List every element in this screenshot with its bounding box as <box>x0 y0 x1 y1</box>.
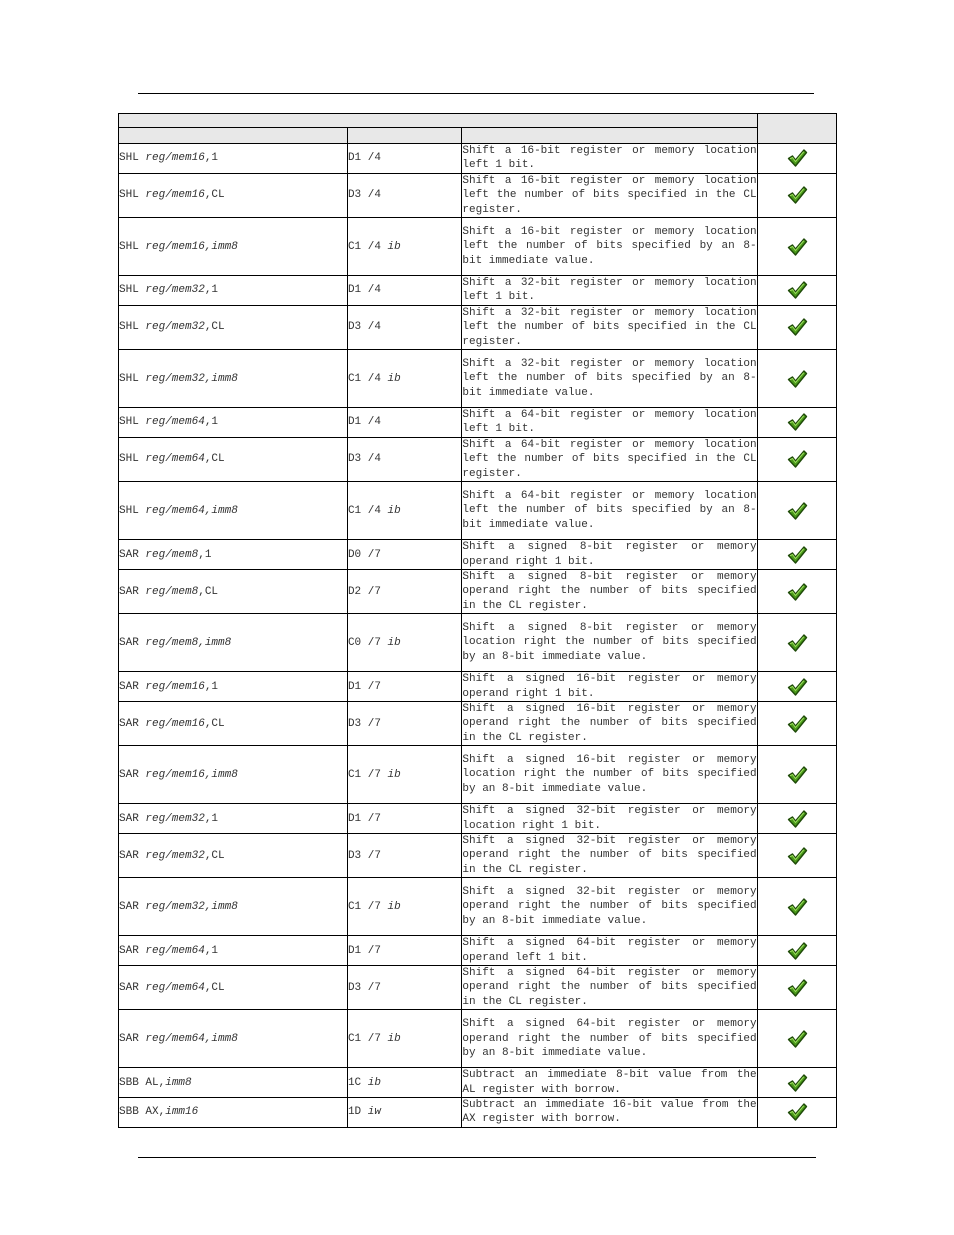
opcode-text: D2 /7 <box>347 585 381 598</box>
description-cell: Shift a 16-bit register or memory location left the number of bits specified by an 8-bit immediate value. <box>462 218 757 276</box>
mnemonic-cell <box>119 144 348 174</box>
description-cell: Shift a 32-bit register or memory location left the number of bits specified in the CL register. <box>462 306 757 348</box>
support-cell <box>757 437 836 481</box>
description-cell: Shift a 16-bit register or memory location left the number of bits specified in the CL register. <box>462 174 757 216</box>
mnemonic-column-header <box>119 128 348 144</box>
opcode-text: D1 /4 <box>347 416 381 429</box>
opcode-text: C1 /4 <box>347 504 388 517</box>
table-row <box>119 408 837 438</box>
checkmark-icon <box>786 809 808 829</box>
table-row <box>119 482 837 540</box>
mnemonic-text: SHL <box>119 152 146 165</box>
mnemonic-text: SAR <box>119 548 146 561</box>
opcode-text: 1C <box>347 1076 368 1089</box>
checkmark-icon <box>786 1029 808 1049</box>
table-header-band <box>119 114 758 128</box>
opcode-cell <box>347 173 461 217</box>
checkmark-icon <box>786 1102 808 1122</box>
opcode-cell <box>347 878 461 936</box>
description-cell: Shift a signed 64-bit register or memory operand right the number of bits specified in the CL register. <box>462 967 757 1008</box>
mnemonic-cell <box>119 218 348 276</box>
opcode-text: D1 /4 <box>347 152 381 165</box>
mnemonic-cell <box>119 1068 348 1098</box>
operand-suffix: ,CL <box>204 849 225 862</box>
checkmark-icon <box>786 582 808 602</box>
support-cell <box>757 804 836 834</box>
support-cell <box>757 144 836 174</box>
mnemonic-cell <box>119 350 348 408</box>
description-cell: Shift a signed 8-bit register or memory operand right 1 bit. <box>462 541 757 568</box>
mnemonic-cell <box>119 936 348 966</box>
opcode-suffix: ib <box>387 768 401 781</box>
operand-text: reg/mem32 <box>145 284 205 297</box>
mnemonic-cell <box>119 569 348 613</box>
opcode-text: D3 /7 <box>347 849 381 862</box>
description-cell: Shift a 32-bit register or memory location left the number of bits specified by an 8-bit immediate value. <box>462 350 757 408</box>
mnemonic-text: SAR <box>119 680 146 693</box>
operand-text: reg/mem64,imm8 <box>145 504 238 517</box>
support-cell <box>757 936 836 966</box>
operand-suffix: ,1 <box>198 548 212 561</box>
checkmark-icon <box>786 714 808 734</box>
operand-text: reg/mem32 <box>145 812 205 825</box>
table-header-row <box>119 114 837 128</box>
operand-text: reg/mem16,imm8 <box>145 768 238 781</box>
checkmark-icon <box>786 677 808 697</box>
opcode-cell <box>347 966 461 1010</box>
opcode-text: D3 /4 <box>347 453 381 466</box>
support-column-header <box>757 114 836 144</box>
operand-text: reg/mem64 <box>145 981 205 994</box>
opcode-suffix: ib <box>387 240 401 253</box>
operand-suffix: ,1 <box>204 416 219 429</box>
table-row <box>119 672 837 702</box>
checkmark-icon <box>786 501 808 521</box>
operand-suffix: ,CL <box>204 189 225 202</box>
opcode-suffix: ib <box>387 504 401 517</box>
opcode-text: D3 /4 <box>347 321 381 334</box>
opcode-text: D3 /4 <box>347 189 381 202</box>
mnemonic-text: SHL <box>119 321 146 334</box>
description-cell: Shift a signed 32-bit register or memory location right 1 bit. <box>462 805 757 832</box>
operand-text: reg/mem16 <box>145 189 205 202</box>
operand-suffix: ,1 <box>204 152 219 165</box>
checkmark-icon <box>786 633 808 653</box>
opcode-cell <box>347 746 461 804</box>
operand-suffix: ,CL <box>204 321 225 334</box>
support-cell <box>757 569 836 613</box>
checkmark-icon <box>786 412 808 432</box>
opcode-cell <box>347 1098 461 1128</box>
checkmark-icon <box>786 369 808 389</box>
operand-text: reg/mem8 <box>145 548 199 561</box>
operand-suffix: ,CL <box>204 453 225 466</box>
opcode-cell <box>347 936 461 966</box>
opcode-cell <box>347 350 461 408</box>
support-cell <box>757 878 836 936</box>
opcode-cell <box>347 1068 461 1098</box>
table-row <box>119 144 837 174</box>
table-row <box>119 276 837 306</box>
table-row <box>119 701 837 745</box>
mnemonic-cell <box>119 305 348 349</box>
opcode-text: D1 /4 <box>347 284 381 297</box>
mnemonic-cell <box>119 701 348 745</box>
support-cell <box>757 350 836 408</box>
mnemonic-cell <box>119 1098 348 1128</box>
footer-rule <box>138 1157 816 1158</box>
operand-text: reg/mem8,imm8 <box>145 636 232 649</box>
opcode-text: C1 /7 <box>347 1032 388 1045</box>
opcode-suffix: ib <box>387 1032 401 1045</box>
description-cell: Shift a signed 32-bit register or memory operand right the number of bits specified by an 8-bit immediate value. <box>462 878 757 936</box>
checkmark-icon <box>786 978 808 998</box>
table-row <box>119 1068 837 1098</box>
table-row <box>119 569 837 613</box>
mnemonic-text: SHL <box>119 284 146 297</box>
opcode-text: D1 /7 <box>347 812 381 825</box>
opcode-cell <box>347 144 461 174</box>
support-cell <box>757 1068 836 1098</box>
checkmark-icon <box>786 941 808 961</box>
description-cell: Shift a 16-bit register or memory location left 1 bit. <box>462 145 757 172</box>
checkmark-icon <box>786 148 808 168</box>
table-row <box>119 218 837 276</box>
mnemonic-cell <box>119 746 348 804</box>
mnemonic-text: SHL <box>119 189 146 202</box>
table-row <box>119 878 837 936</box>
description-cell: Shift a signed 64-bit register or memory operand left 1 bit. <box>462 937 757 964</box>
mnemonic-cell <box>119 173 348 217</box>
opcode-text: C1 /4 <box>347 240 388 253</box>
description-cell: Subtract an immediate 8-bit value from the AL register with borrow. <box>462 1069 757 1096</box>
opcode-suffix: iw <box>367 1106 381 1119</box>
mnemonic-text: SAR <box>119 944 146 957</box>
mnemonic-text: SAR <box>119 1032 146 1045</box>
description-cell: Shift a 64-bit register or memory location left 1 bit. <box>462 409 757 436</box>
table-row <box>119 936 837 966</box>
mnemonic-text: SHL <box>119 416 146 429</box>
table-row <box>119 1010 837 1068</box>
operand-text: reg/mem64 <box>145 944 205 957</box>
mnemonic-text: SHL <box>119 504 146 517</box>
mnemonic-cell <box>119 614 348 672</box>
opcode-cell <box>347 672 461 702</box>
opcode-text: C0 /7 <box>347 636 388 649</box>
opcode-text: D0 /7 <box>347 548 381 561</box>
opcode-cell <box>347 437 461 481</box>
mnemonic-text: SAR <box>119 585 146 598</box>
operand-suffix: ,CL <box>198 585 219 598</box>
mnemonic-text: SBB AX, <box>119 1106 166 1119</box>
description-cell: Shift a signed 8-bit register or memory location right the number of bits specified by an 8-bit immediate value. <box>462 614 757 672</box>
mnemonic-cell <box>119 1010 348 1068</box>
operand-text: reg/mem32 <box>145 321 205 334</box>
opcode-text: D3 /7 <box>347 717 381 730</box>
mnemonic-cell <box>119 408 348 438</box>
opcode-column-header <box>347 128 461 144</box>
checkmark-icon <box>786 765 808 785</box>
description-cell: Subtract an immediate 16-bit value from the AX register with borrow. <box>462 1099 757 1126</box>
table-row <box>119 437 837 481</box>
description-cell: Shift a signed 16-bit register or memory operand right 1 bit. <box>462 673 757 700</box>
mnemonic-cell <box>119 437 348 481</box>
operand-suffix: ,1 <box>204 812 219 825</box>
operand-suffix: ,1 <box>204 284 219 297</box>
opcode-cell <box>347 701 461 745</box>
description-cell: Shift a signed 8-bit register or memory operand right the number of bits specified in the CL register. <box>462 570 757 612</box>
mnemonic-text: SAR <box>119 768 146 781</box>
mnemonic-text: SHL <box>119 453 146 466</box>
support-cell <box>757 833 836 877</box>
opcode-cell <box>347 804 461 834</box>
mnemonic-text: SAR <box>119 981 146 994</box>
support-cell <box>757 1098 836 1128</box>
support-cell <box>757 276 836 306</box>
checkmark-icon <box>786 280 808 300</box>
mnemonic-cell <box>119 540 348 570</box>
support-cell <box>757 701 836 745</box>
operand-suffix: ,CL <box>204 981 225 994</box>
opcode-cell <box>347 833 461 877</box>
opcode-cell <box>347 408 461 438</box>
mnemonic-text: SAR <box>119 812 146 825</box>
opcode-text: C1 /4 <box>347 372 388 385</box>
checkmark-icon <box>786 545 808 565</box>
support-cell <box>757 614 836 672</box>
table-row <box>119 804 837 834</box>
description-cell: Shift a signed 16-bit register or memory operand right the number of bits specified in the CL register. <box>462 702 757 744</box>
table-row <box>119 746 837 804</box>
operand-suffix: ,1 <box>204 944 219 957</box>
mnemonic-text: SBB AL, <box>119 1076 166 1089</box>
opcode-suffix: ib <box>367 1076 381 1089</box>
operand-suffix: ,1 <box>204 680 219 693</box>
checkmark-icon <box>786 237 808 257</box>
mnemonic-text: SAR <box>119 717 146 730</box>
description-cell: Shift a 64-bit register or memory location left the number of bits specified by an 8-bit immediate value. <box>462 482 757 540</box>
operand-text: reg/mem16 <box>145 717 205 730</box>
checkmark-icon <box>786 317 808 337</box>
mnemonic-cell <box>119 804 348 834</box>
opcode-text: D3 /7 <box>347 981 381 994</box>
opcode-cell <box>347 1010 461 1068</box>
operand-text: reg/mem32 <box>145 849 205 862</box>
support-cell <box>757 966 836 1010</box>
checkmark-icon <box>786 897 808 917</box>
table-row <box>119 1098 837 1128</box>
description-column-header <box>462 128 757 144</box>
mnemonic-text: SAR <box>119 849 146 862</box>
opcode-text: C1 /7 <box>347 768 388 781</box>
mnemonic-text: SAR <box>119 900 146 913</box>
opcode-text: C1 /7 <box>347 900 388 913</box>
opcode-text: D1 /7 <box>347 944 381 957</box>
mnemonic-text: SHL <box>119 372 146 385</box>
table-row <box>119 614 837 672</box>
description-cell: Shift a 32-bit register or memory location left 1 bit. <box>462 277 757 304</box>
checkmark-icon <box>786 185 808 205</box>
support-cell <box>757 746 836 804</box>
opcode-cell <box>347 305 461 349</box>
operand-text: reg/mem64,imm8 <box>145 1032 238 1045</box>
opcode-suffix: ib <box>387 372 401 385</box>
support-cell <box>757 1010 836 1068</box>
mnemonic-cell <box>119 966 348 1010</box>
mnemonic-cell <box>119 672 348 702</box>
table-row <box>119 305 837 349</box>
opcode-suffix: ib <box>387 636 401 649</box>
opcode-cell <box>347 482 461 540</box>
operand-text: reg/mem64 <box>145 453 205 466</box>
table-row <box>119 173 837 217</box>
checkmark-icon <box>786 846 808 866</box>
opcode-suffix: ib <box>387 900 401 913</box>
instruction-table <box>118 113 837 1128</box>
support-cell <box>757 672 836 702</box>
operand-suffix: ,CL <box>204 717 225 730</box>
operand-text: imm8 <box>165 1076 192 1089</box>
mnemonic-text: SHL <box>119 240 146 253</box>
support-cell <box>757 540 836 570</box>
description-cell: Shift a signed 16-bit register or memory location right the number of bits specified by an 8-bit immediate value. <box>462 746 757 804</box>
opcode-cell <box>347 614 461 672</box>
support-cell <box>757 218 836 276</box>
mnemonic-cell <box>119 878 348 936</box>
mnemonic-text: SAR <box>119 636 146 649</box>
operand-text: reg/mem8 <box>145 585 199 598</box>
opcode-cell <box>347 540 461 570</box>
operand-text: reg/mem16,imm8 <box>145 240 238 253</box>
mnemonic-cell <box>119 482 348 540</box>
checkmark-icon <box>786 449 808 469</box>
operand-text: reg/mem16 <box>145 152 205 165</box>
operand-text: imm16 <box>165 1106 199 1119</box>
operand-text: reg/mem32,imm8 <box>145 372 238 385</box>
opcode-cell <box>347 218 461 276</box>
opcode-text: 1D <box>347 1106 368 1119</box>
support-cell <box>757 482 836 540</box>
table-row <box>119 540 837 570</box>
description-cell: Shift a 64-bit register or memory location left the number of bits specified in the CL register. <box>462 438 757 480</box>
operand-text: reg/mem32,imm8 <box>145 900 238 913</box>
support-cell <box>757 305 836 349</box>
table-subheader-row <box>119 128 837 144</box>
mnemonic-cell <box>119 276 348 306</box>
checkmark-icon <box>786 1073 808 1093</box>
description-cell: Shift a signed 64-bit register or memory operand right the number of bits specified by an 8-bit immediate value. <box>462 1010 757 1068</box>
opcode-text: D1 /7 <box>347 680 381 693</box>
table-row <box>119 833 837 877</box>
opcode-cell <box>347 569 461 613</box>
support-cell <box>757 173 836 217</box>
support-cell <box>757 408 836 438</box>
operand-text: reg/mem16 <box>145 680 205 693</box>
description-cell: Shift a signed 32-bit register or memory operand right the number of bits specified in the CL register. <box>462 834 757 876</box>
operand-text: reg/mem64 <box>145 416 205 429</box>
header-rule <box>138 93 814 94</box>
table-row <box>119 350 837 408</box>
mnemonic-cell <box>119 833 348 877</box>
opcode-cell <box>347 276 461 306</box>
table-row <box>119 966 837 1010</box>
